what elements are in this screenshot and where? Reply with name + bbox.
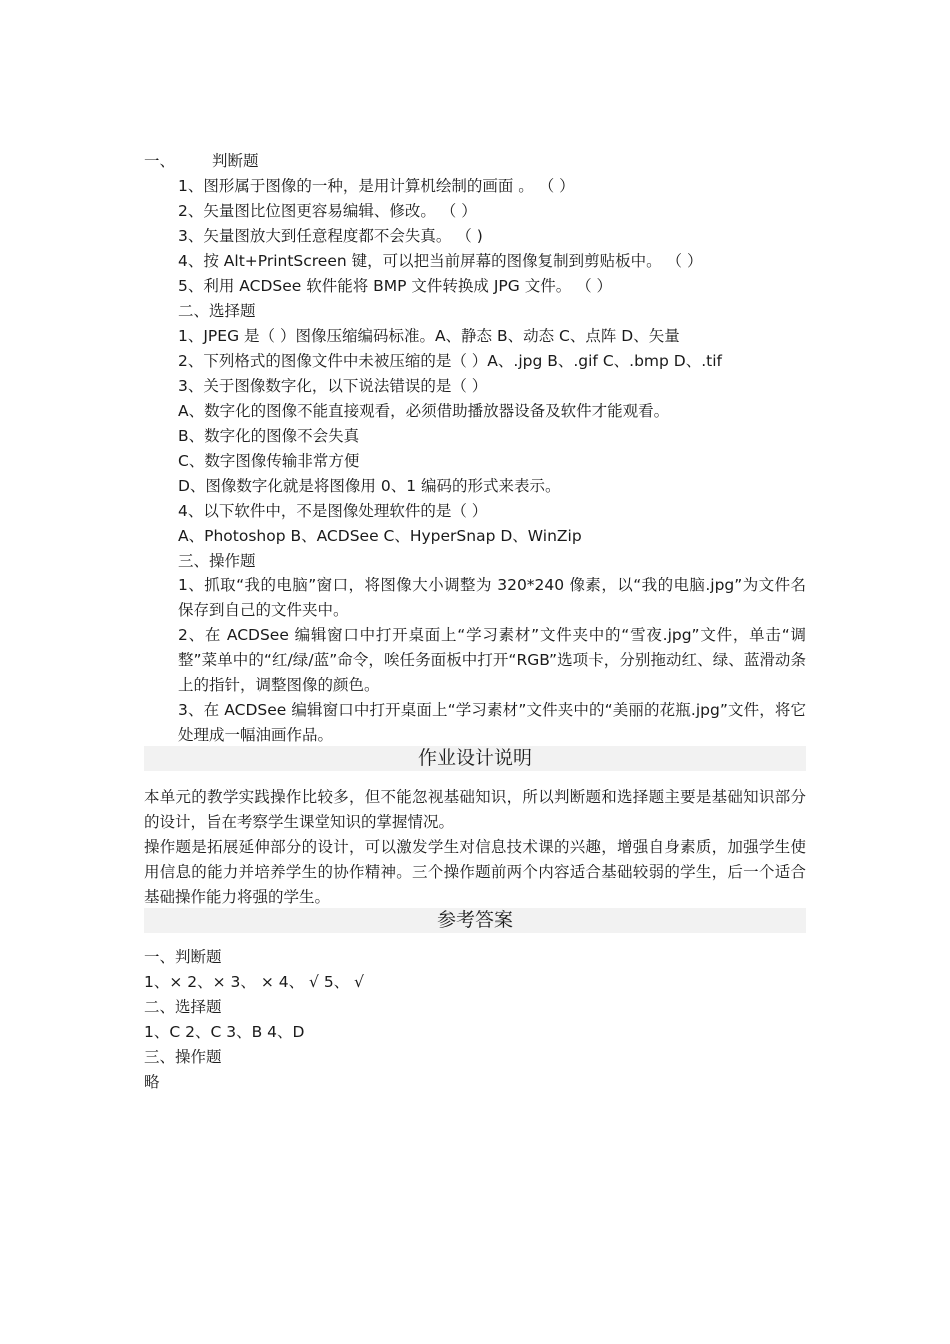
judge-item-1: 1、图形属于图像的一种，是用计算机绘制的画面 。 （ ） [178,177,575,195]
judge-item-2: 2、矢量图比位图更容易编辑、修改。 （ ） [178,202,477,220]
choice-line-7: D、图像数字化就是将图像用 0、1 编码的形式来表示。 [178,477,561,495]
design-title: 作业设计说明 [144,746,806,771]
operation-item-1: 1、抓取“我的电脑”窗口，将图像大小调整为 320*240 像素，以“我的电脑.jpg”为文件名保存到自己的文件夹中。 [178,576,806,619]
design-paragraph-2: 操作题是拓展延伸部分的设计，可以激发学生对信息技术课的兴趣，增强自身素质，加强学生使用信息的能力并培养学生的协作精神。三个操作题前两个内容适合基础较弱的学生，后一个适合基础操作能力将强的学生。 [144,838,806,906]
answers-part2-values: 1、C 2、C 3、B 4、D [144,1023,305,1041]
judge-item-3: 3、矢量图放大到任意程度都不会失真。 （ ) [178,227,483,245]
answers-part2-heading: 二、选择题 [144,998,222,1016]
judge-item-4: 4、按 Alt+PrintScreen 键，可以把当前屏幕的图像复制到剪贴板中。 （ ） [178,252,703,270]
answers-part1-heading: 一、判断题 [144,948,222,966]
part3-heading: 三、操作题 [178,552,256,570]
part1-heading-number: 一、 [144,152,176,170]
operation-item-3: 3、在 ACDSee 编辑窗口中打开桌面上“学习素材”文件夹中的“美丽的花瓶.jpg”文件，将它处理成一幅油画作品。 [178,701,806,744]
choice-line-9: A、Photoshop B、ACDSee C、HyperSnap D、WinZip [178,527,582,545]
choice-line-2: 2、下列格式的图像文件中未被压缩的是（ ）A、.jpg B、.gif C、.bmp D、.tif [178,352,722,370]
choice-line-8: 4、以下软件中，不是图像处理软件的是（ ） [178,502,488,520]
choice-line-4: A、数字化的图像不能直接观看，必须借助播放器设备及软件才能观看。 [178,402,670,420]
judge-item-5: 5、利用 ACDSee 软件能将 BMP 文件转换成 JPG 文件。 （ ） [178,277,613,295]
operation-item-2: 2、在 ACDSee 编辑窗口中打开桌面上“学习素材”文件夹中的“雪夜.jpg”文件，单击“调整”菜单中的“红/绿/蓝”命令，唉任务面板中打开“RGB”选项卡，分别拖动红、绿、蓝滑动条上的指针，调整图像的颜色。 [178,626,806,694]
design-paragraph-1: 本单元的教学实践操作比较多，但不能忽视基础知识，所以判断题和选择题主要是基础知识部分的设计，旨在考察学生课堂知识的掌握情况。 [144,788,806,831]
answers-part1-values: 1、× 2、× 3、 × 4、 √ 5、 √ [144,973,365,991]
choice-line-6: C、数字图像传输非常方便 [178,452,360,470]
choice-line-5: B、数字化的图像不会失真 [178,427,360,445]
answers-part3-values: 略 [144,1073,160,1091]
part1-heading: 判断题 [212,152,259,170]
choice-line-1: 1、JPEG 是（ ）图像压缩编码标准。A、静态 B、动态 C、点阵 D、矢量 [178,327,680,345]
answers-title: 参考答案 [144,908,806,933]
answers-part3-heading: 三、操作题 [144,1048,222,1066]
part2-heading: 二、选择题 [178,302,256,320]
choice-line-3: 3、关于图像数字化，以下说法错误的是（ ） [178,377,488,395]
